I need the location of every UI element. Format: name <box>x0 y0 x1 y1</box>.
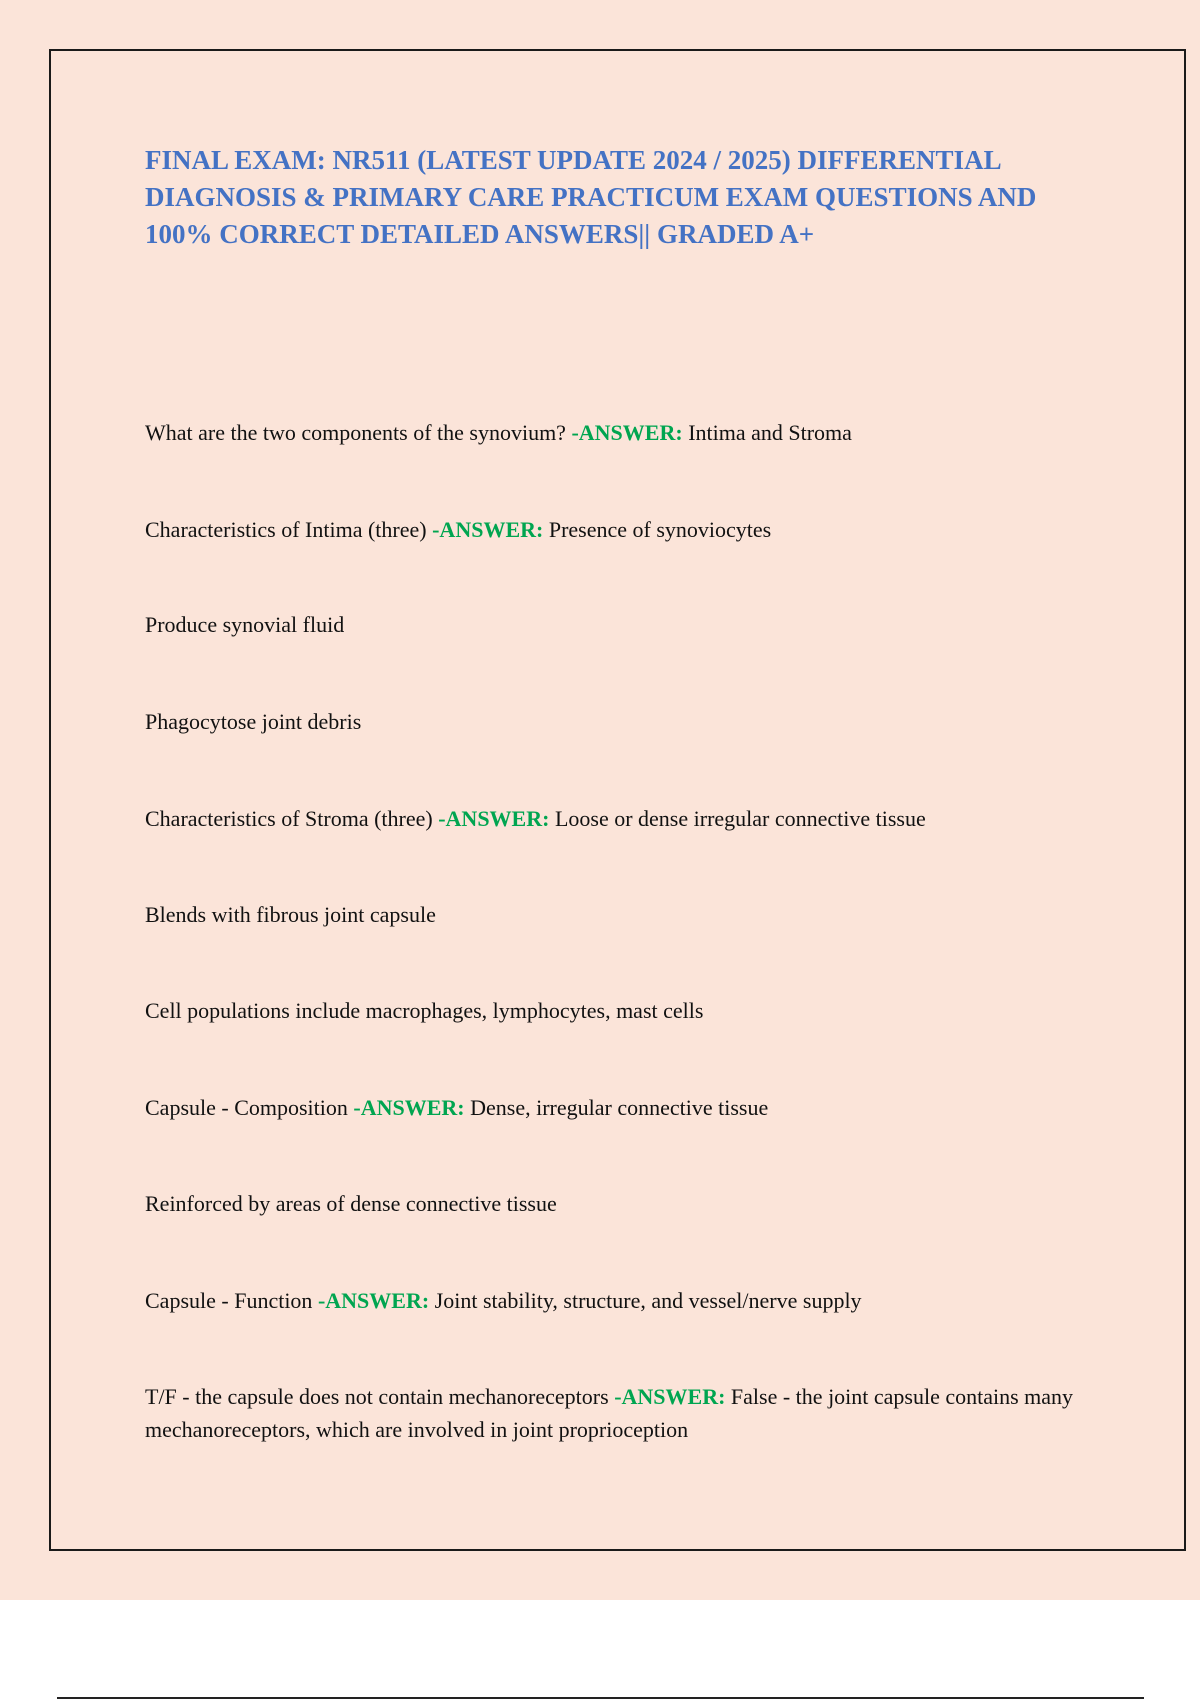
qa-item-2 <box>145 513 1105 546</box>
detail-text: Cell populations include macrophages, lymphocytes, mast cells <box>145 998 704 1023</box>
question-text: Characteristics of Intima (three) <box>145 517 427 542</box>
page-border <box>49 49 1186 1551</box>
qa-item-5 <box>145 1284 1105 1317</box>
answer-label: -ANSWER: <box>614 1384 726 1409</box>
answer-label: -ANSWER: <box>432 517 544 542</box>
qa-item-3 <box>145 802 1105 835</box>
question-text: Capsule - Composition <box>145 1095 348 1120</box>
question-text: What are the two components of the synovium? <box>145 420 566 445</box>
detail-line-1 <box>145 608 1105 641</box>
detail-line-3 <box>145 898 1105 931</box>
qa-item-6 <box>145 1380 1105 1446</box>
detail-text: Blends with fibrous joint capsule <box>145 902 436 927</box>
question-text: Characteristics of Stroma (three) <box>145 806 433 831</box>
detail-text: Phagocytose joint debris <box>145 709 362 734</box>
answer-label: -ANSWER: <box>317 1288 430 1313</box>
answer-text: Presence of synoviocytes <box>548 517 772 542</box>
detail-text: Produce synovial fluid <box>145 612 345 637</box>
detail-line-4 <box>145 994 1105 1027</box>
qa-item-4 <box>145 1091 1105 1124</box>
answer-text: False - the joint capsule contains many mechanoreceptors, which are involved in joint proprioception <box>145 1384 1074 1442</box>
answer-label: -ANSWER: <box>438 806 550 831</box>
detail-line-5 <box>145 1187 1105 1220</box>
answer-text: Joint stability, structure, and vessel/nerve supply <box>434 1288 862 1313</box>
footer-divider <box>57 1697 1144 1699</box>
detail-text: Reinforced by areas of dense connective tissue <box>145 1191 557 1216</box>
question-text: T/F - the capsule does not contain mechanoreceptors <box>145 1384 609 1409</box>
answer-text: Dense, irregular connective tissue <box>470 1095 769 1120</box>
answer-text: Intima and Stroma <box>688 420 852 445</box>
answer-label: -ANSWER: <box>353 1095 465 1120</box>
answer-text: Loose or dense irregular connective tissue <box>554 806 926 831</box>
document-title: FINAL EXAM: NR511 (LATEST UPDATE 2024 / 2025) DIFFERENTIAL DIAGNOSIS & PRIMARY CARE PRACTICUM EXAM QUESTIONS AND 100% CORRECT DETAILED ANSWERS|| GRADED A+ <box>145 145 1037 249</box>
detail-line-2 <box>145 705 1105 738</box>
qa-item-1 <box>145 416 1105 449</box>
answer-label: -ANSWER: <box>571 420 683 445</box>
question-text: Capsule - Function <box>145 1288 313 1313</box>
